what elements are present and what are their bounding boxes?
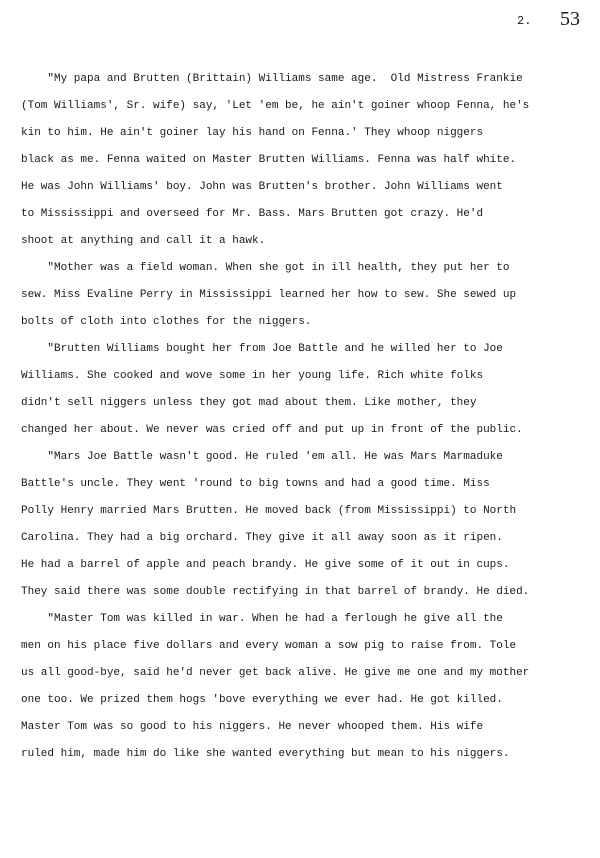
text-line: Carolina. They had a big orchard. They give it all away soon as it ripen. bbox=[21, 532, 503, 544]
text-line: "Master Tom was killed in war. When he had a ferlough he give all the bbox=[21, 613, 503, 625]
text-line: black as me. Fenna waited on Master Brutten Williams. Fenna was half white. bbox=[21, 154, 517, 166]
text-line: They said there was some double rectifying in that barrel of brandy. He died. bbox=[21, 586, 530, 598]
text-line: "Brutten Williams bought her from Joe Battle and he willed her to Joe bbox=[21, 343, 503, 355]
text-line: bolts of cloth into clothes for the niggers. bbox=[21, 316, 312, 328]
text-line: (Tom Williams', Sr. wife) say, 'Let 'em be, he ain't goiner whoop Fenna, he's bbox=[21, 100, 530, 112]
text-line: He was John Williams' boy. John was Brutten's brother. John Williams went bbox=[21, 181, 503, 193]
page-number-typed: 2. bbox=[517, 14, 532, 28]
text-line: "Mars Joe Battle wasn't good. He ruled 'em all. He was Mars Marmaduke bbox=[21, 451, 503, 463]
text-line: us all good-bye, said he'd never get back alive. He give me one and my mother bbox=[21, 667, 530, 679]
page-number-stamped: 53 bbox=[560, 8, 580, 30]
text-line: "My papa and Brutten (Brittain) Williams same age. Old Mistress Frankie bbox=[21, 73, 523, 85]
text-line: one too. We prized them hogs 'bove everything we ever had. He got killed. bbox=[21, 694, 503, 706]
text-line: He had a barrel of apple and peach brandy. He give some of it out in cups. bbox=[21, 559, 510, 571]
text-line: ruled him, made him do like she wanted everything but mean to his niggers. bbox=[21, 748, 510, 760]
text-line: "Mother was a field woman. When she got in ill health, they put her to bbox=[21, 262, 510, 274]
text-line: Master Tom was so good to his niggers. He never whooped them. His wife bbox=[21, 721, 484, 733]
text-line: Williams. She cooked and wove some in her young life. Rich white folks bbox=[21, 370, 484, 382]
text-line: shoot at anything and call it a hawk. bbox=[21, 235, 266, 247]
text-line: changed her about. We never was cried off and put up in front of the public. bbox=[21, 424, 523, 436]
text-line: Polly Henry married Mars Brutten. He moved back (from Mississippi) to North bbox=[21, 505, 517, 517]
text-line: men on his place five dollars and every woman a sow pig to raise from. Tole bbox=[21, 640, 517, 652]
body-text bbox=[21, 66, 581, 768]
text-line: kin to him. He ain't goiner lay his hand on Fenna.' They whoop niggers bbox=[21, 127, 484, 139]
text-line: to Mississippi and overseed for Mr. Bass. Mars Brutten got crazy. He'd bbox=[21, 208, 484, 220]
text-line: Battle's uncle. They went 'round to big towns and had a good time. Miss bbox=[21, 478, 490, 490]
text-line: didn't sell niggers unless they got mad about them. Like mother, they bbox=[21, 397, 477, 409]
text-line: sew. Miss Evaline Perry in Mississippi learned her how to sew. She sewed up bbox=[21, 289, 517, 301]
